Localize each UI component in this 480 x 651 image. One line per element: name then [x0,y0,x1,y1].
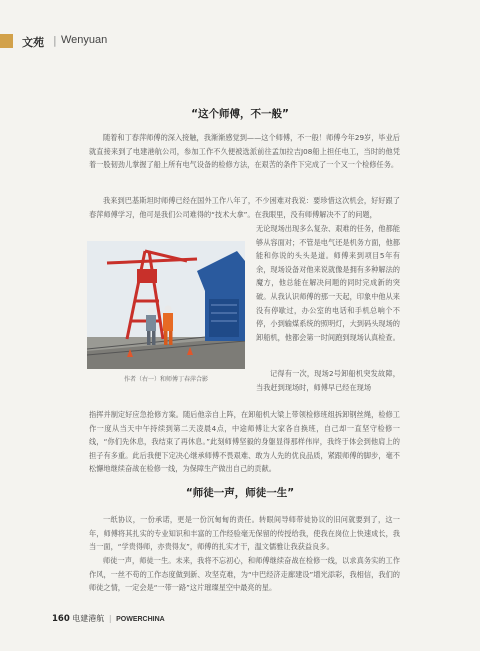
paragraph-3: 记得有一次，现场2号卸船机突发故障，当我赶到现场时，师傅早已经在现场 [256,369,400,392]
paragraph-2: 我来到巴基斯坦时师傅已经在国外工作八年了，不少困难对我说：要珍惜这次机会，好好跟了春萍师傅学习，他可是我们公司难得的“技术大拿”。在我眼里，没有师傅解决不了的问题， [89,196,400,219]
section-color-mark [0,34,13,48]
section-title: 文苑 [22,36,44,49]
paragraph-1: 随着和丁春萍师傅的深入接触，我渐渐感觉到——这个师傅，不一般！师傅今年29岁，毕业后就直接来到了电建港航公司，参加工作不久便被选派前往孟加拉吉J08船上担任电工，当时的他凭着一股韧劲儿掌握了船上所有电气设备的检修方法，在艰苦的条件下完成了一个又一个检修任务。 [89,133,400,170]
page-footer [52,613,165,624]
page-header [0,31,480,51]
magazine-name: 电建港航 [72,614,105,623]
paragraph-5: 师徒一声，师徒一生。未来，我将不忘初心，和师傅继续奋战在检修一线，以求真务实的工作作风，一丝不苟的工作态度做到新、攻坚克难，为“中巴经济走廊建设”增光添彩，我相信，我们的师徒之情，一定会是“一带一路”这片璀璨星空中最亮的星。 [89,556,400,593]
magazine-name-english: POWERCHINA [116,616,165,623]
paragraph-2-continued: 无论现场出现多么复杂、艰难的任务，他都能够从容面对；不管是电气还是机务方面，他都能和你说的头头是道。师傅来到项目5年有余，现场设备对他来说就像是拥有多种解法的魔方，他总能在解决问题的同时完成新的突破。从我认识师傅的那一天起，印象中他从来没有停歇过，办公室的电话和手机总响个不停，小到输煤系统的照明灯，大到码头现场的卸船机，他都会第一时间跑到现场认真检查。 [256,224,400,342]
heading-this-master: “这个师傅，不一般” [191,108,289,120]
photo-scene [87,241,245,369]
heading-master-apprentice: “师徒一声，师徒一生” [185,487,295,499]
paragraph-3-continued: 指挥并制定好应急抢修方案。随后他亲自上阵，在卸船机大梁上带领检修班组拆卸钢丝绳，检修工作一度从当天中午持续到第二天凌晨4点，中途师傅让大家各自换班，自己却一直坚守检修一线，“你们先休息，我结束了再休息。”此刻师傅坚毅的身躯显得那样伟岸，我终于体会到他肩上的担子有多重。此后我便下定决心继承师傅不畏艰难、敢为人先的优良品质，紧跟师傅的脚步，毫不松懈地继续奋战在检修一线，为保障生产做出自己的贡献。 [89,410,400,474]
page-number: 160 [52,614,70,624]
footer-separator: | [108,614,112,623]
header-separator: | [53,34,57,47]
photo-caption: 作者（右一）和师傅丁春萍合影 [123,376,208,383]
article-photo [87,241,245,369]
section-title-english: Wenyuan [61,34,108,46]
paragraph-4: 一纸协议，一份承诺，更是一份沉甸甸的责任。转眼间导师带徒协议的旧问就要到了，这一年，师傅将其扎实的专业知识和丰富的工作经验毫无保留的传授给我，使我在岗位上快速成长，我当一面，“学贵得师，亦贵得友”，师傅的扎实才干，温文儒雅让我获益良多。 [89,515,400,552]
